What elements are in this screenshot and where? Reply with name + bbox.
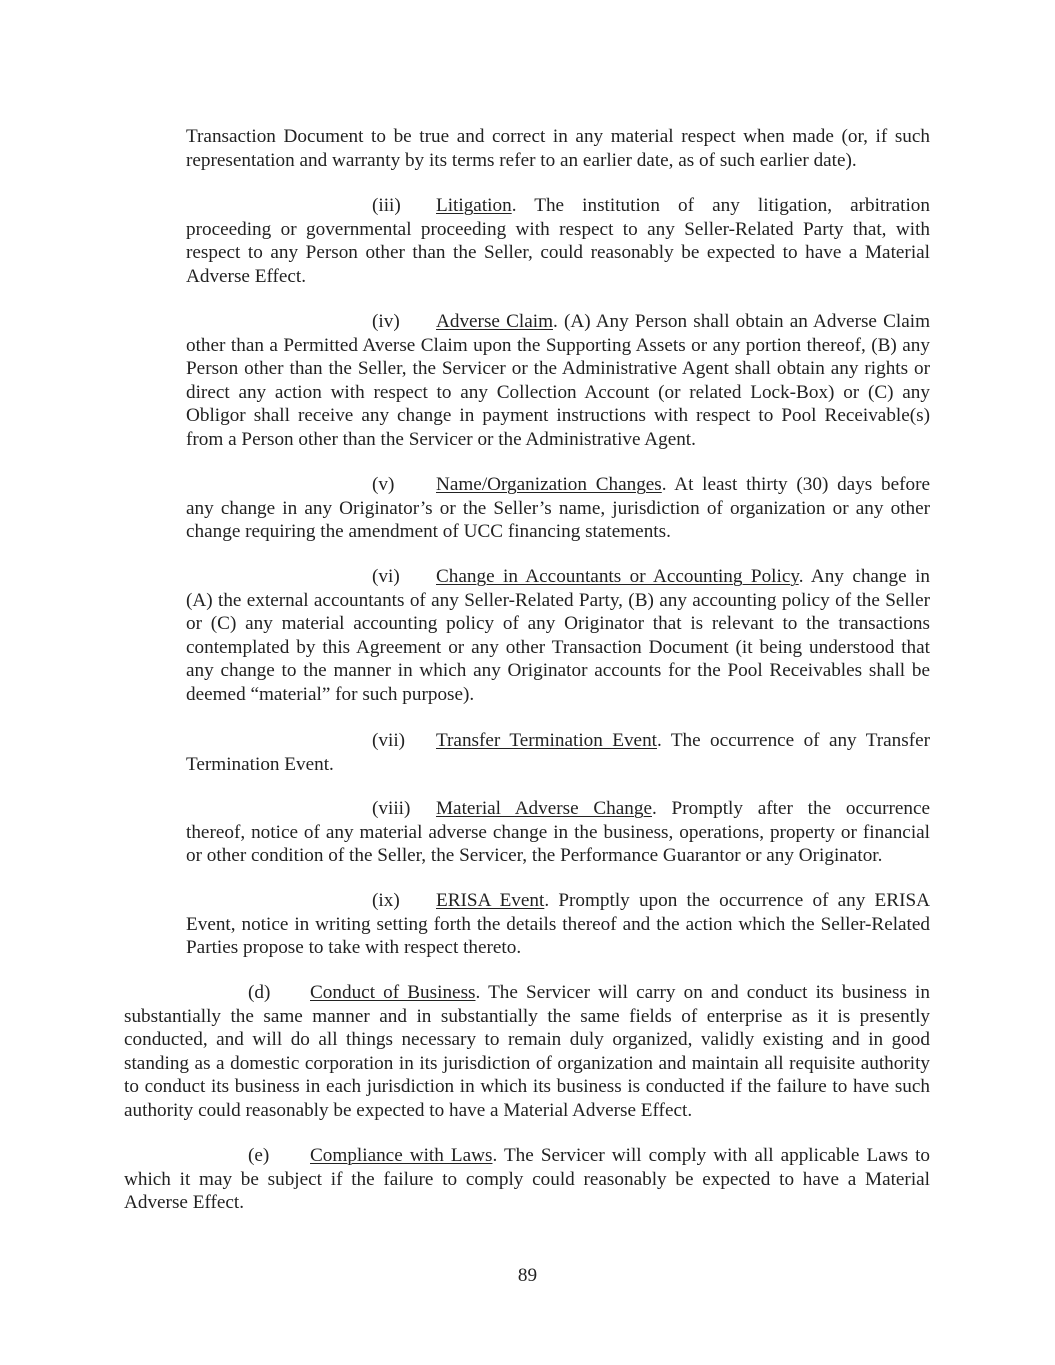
section-heading: Conduct of Business [310, 982, 476, 1003]
item-text: . Any change in (A) the external accountants of any Seller-Related Party, (B) any accounting policy of the Seller or (C) any material accounting policy of any Originator that is relevant to the transactions contemplated by this Agreement or any other Transaction Document (it being understood that any change to the manner in which any Originator accounts for the Pool Receivables shall be deemed “material” for such purpose). [186, 566, 930, 705]
item-text: . Promptly upon the occurrence of any ERISA Event, notice in writing setting forth the details thereof and the action which the Seller-Related Parties propose to take with respect thereto. [186, 890, 930, 959]
section-text: . The Servicer will comply with all applicable Laws to which it may be subject if the failure to comply could reasonably be expected to have a Material Adverse Effect. [124, 1145, 930, 1214]
item-number: (vi) [372, 566, 400, 587]
item-heading: ERISA Event [436, 890, 545, 911]
item-text: . The occurrence of any Transfer Termination Event. [186, 730, 931, 775]
section-d-conduct-of-business [124, 981, 930, 1123]
item-viii-material-adverse-change [186, 797, 930, 868]
item-v-name-organization-changes [186, 473, 930, 544]
item-heading: Material Adverse Change [436, 798, 652, 819]
item-text: . Promptly after the occurrence thereof, notice of any material adverse change in the business, operations, property or financial or other condition of the Seller, the Servicer, the Performance Guarantor or any Originator. [186, 798, 930, 867]
item-number: (vii) [372, 730, 406, 751]
item-number: (iii) [372, 195, 401, 216]
item-heading: Adverse Claim [436, 311, 553, 332]
item-number: (iv) [372, 311, 400, 332]
item-text: . (A) Any Person shall obtain an Adverse Claim other than a Permitted Averse Claim upon the Supporting Assets or any portion thereof, (B) any Person other than the Seller, the Servicer or the Administrative Agent shall obtain any rights or direct any action with respect to any Collection Account (or related Lock-Box) or (C) any Obligor shall receive any change in payment instructions with respect to Pool Receivable(s) from a Person other than the Servicer or the Administrative Agent. [186, 311, 930, 450]
item-number: (ix) [372, 890, 400, 911]
section-number: (e) [248, 1145, 270, 1166]
section-heading: Compliance with Laws [310, 1145, 493, 1166]
item-heading: Transfer Termination Event [436, 730, 657, 751]
item-number: (viii) [372, 798, 411, 819]
item-iv-adverse-claim [186, 310, 930, 452]
section-e-compliance-with-laws [124, 1144, 930, 1215]
item-heading: Litigation [436, 195, 512, 216]
carryover-text: Transaction Document to be true and correct in any material respect when made (or, if such representation and warranty by its terms refer to an earlier date, as of such earlier date). [186, 126, 930, 171]
item-number: (v) [372, 474, 395, 495]
item-text: . At least thirty (30) days before any change in any Originator’s or the Seller’s name, jurisdiction of organization or any other change requiring the amendment of UCC financing statements. [186, 474, 930, 543]
item-heading: Name/Organization Changes [436, 474, 662, 495]
item-heading: Change in Accountants or Accounting Policy [436, 566, 799, 587]
carryover-paragraph [186, 125, 930, 172]
item-text: . The institution of any litigation, arbitration proceeding or governmental proceeding with respect to any Seller-Related Party that, with respect to any Person other than the Seller, could reasonably be expected to have a Material Adverse Effect. [186, 195, 930, 287]
item-vii-transfer-termination-event [186, 729, 930, 776]
section-number: (d) [248, 982, 271, 1003]
item-iii-litigation [186, 194, 930, 288]
item-ix-erisa-event [186, 889, 930, 960]
item-vi-change-in-accountants [186, 565, 930, 707]
section-text: . The Servicer will carry on and conduct its business in substantially the same manner and in substantially the same fields of enterprise as it is presently conducted, and will do all things necessary to remain duly organized, validly existing and in good standing as a domestic corporation in its jurisdiction of organization and maintain all requisite authority to conduct its business in each jurisdiction in which its business is conducted if the failure to have such authority could reasonably be expected to have a Material Adverse Effect. [124, 982, 930, 1121]
page-number: 89 [517, 1265, 538, 1286]
